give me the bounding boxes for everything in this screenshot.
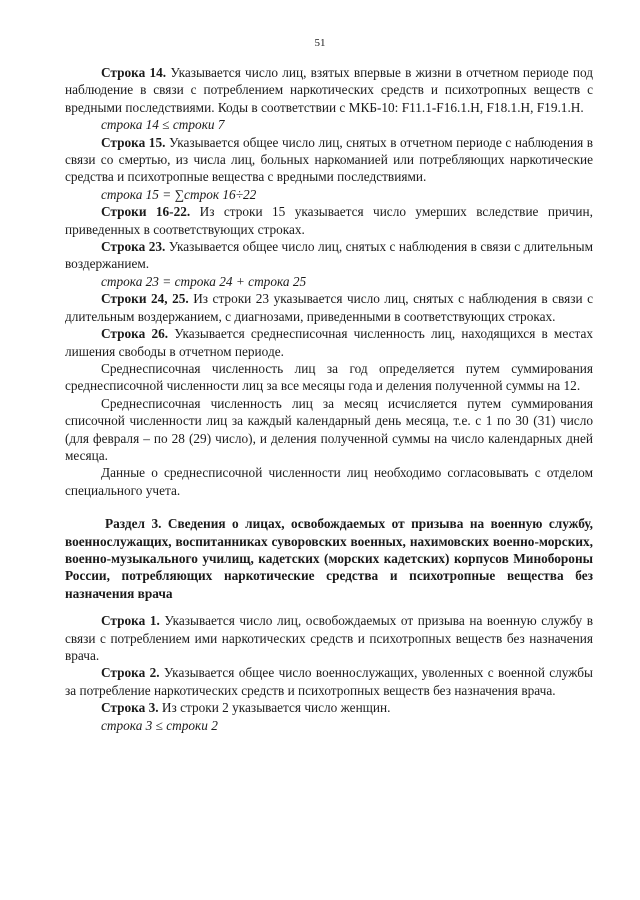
row-description: Указывается число лиц, освобождаемых от призыва на военную службу в связи с потреблением ими наркотических средств и психотропных веществ без назначения врача. <box>65 613 593 663</box>
row-description: Из строки 15 указывается число умерших вследствие причин, приведенных в соответствующих строках. <box>65 204 593 237</box>
row-description: Из строки 2 указывается число женщин. <box>158 700 391 716</box>
row-description: Из строки 23 указывается число лиц, снятых с наблюдения в связи с длительным воздержанием, с диагнозами, приведенными в соответствующих строках. <box>65 291 593 324</box>
row-label: Строка 2. <box>101 665 160 681</box>
row-label: Строка 23. <box>101 239 166 255</box>
row-label: Строка 1. <box>101 613 160 629</box>
formula-section-3-row-3: строка 3 ≤ строки 2 <box>101 717 218 733</box>
row-description: Указывается число лиц, взятых впервые в жизни в отчетном периоде под наблюдение в связи с потреблением наркотических средств и психотропных веществ с вредными последствиями. Коды в соответствии с МКБ-10: F11.1-F16.1.Н, F18.1.Н, F19.1.Н. <box>65 65 593 115</box>
paragraph-rows-16-22 <box>65 203 593 238</box>
paragraph-section-3-row-2 <box>65 664 593 699</box>
paragraph-row-23 <box>65 238 593 273</box>
formula-row-14: строка 14 ≤ строки 7 <box>101 117 225 133</box>
row-description: Указывается общее число лиц, снятых в отчетном периоде с наблюдения в связи со смертью, из числа лиц, больных наркоманией или потребляющих наркотические средства и психотропные вещества с вредными последствиями. <box>65 134 593 185</box>
paragraph-agreement: Данные о среднесписочной численности лиц необходимо согласовывать с отделом специального учета. <box>65 465 593 498</box>
row-label: Строка 15. <box>101 134 166 150</box>
paragraph-average-month: Среднесписочная численность лиц за месяц исчисляется путем суммирования списочной численности лиц за каждый календарный день месяца, т.е. с 1 по 30 (31) число (для февраля – по 28 (29) число), и деления полученной суммы на число календарных дней месяца. <box>65 395 593 463</box>
page-number: 51 <box>314 37 326 49</box>
paragraph-average-year: Среднесписочная численность лиц за год определяется путем суммирования среднесписочной численности лиц за все месяцы года и деления полученной суммы на 12. <box>65 360 593 394</box>
paragraph-section-3-row-1 <box>65 612 593 664</box>
row-label: Строка 3. <box>101 700 159 716</box>
paragraph-row-14 <box>65 64 593 116</box>
document-body <box>65 64 593 734</box>
spacer <box>65 602 593 612</box>
row-description: Указывается общее число военнослужащих, уволенных с военной службы за потребление наркотических средств и психотропных веществ без назначения врача. <box>65 665 593 698</box>
formula-row-23: строка 23 = строка 24 + строка 25 <box>101 273 307 289</box>
row-description: Указывается среднесписочная численность лиц, находящихся в местах лишения свободы в отчетном периоде. <box>65 326 593 359</box>
paragraph-rows-24-25 <box>65 290 593 325</box>
formula-row-15: строка 15 = ∑строк 16÷22 <box>101 186 257 202</box>
paragraph-row-15 <box>65 134 593 186</box>
section-3-heading: Раздел 3. Сведения о лицах, освобождаемых от призыва на военную службу, военнослужащих, воспитанниках суворовских военных, нахимовских военно-морских, военно-музыкального училищ, кадетских (морских кадетских) корпусов Минобороны России, потребляющих наркотические средства и психотропные вещества без назначения врача <box>65 516 593 601</box>
row-label: Строка 14. <box>101 65 167 80</box>
row-description: Указывается общее число лиц, снятых с наблюдения в связи с длительным воздержанием. <box>65 239 594 272</box>
paragraph-row-26 <box>65 325 593 360</box>
row-label: Строки 16-22. <box>101 204 191 220</box>
row-label: Строка 26. <box>101 326 169 342</box>
row-label: Строки 24, 25. <box>101 291 189 307</box>
paragraph-section-3-row-3 <box>65 699 593 716</box>
